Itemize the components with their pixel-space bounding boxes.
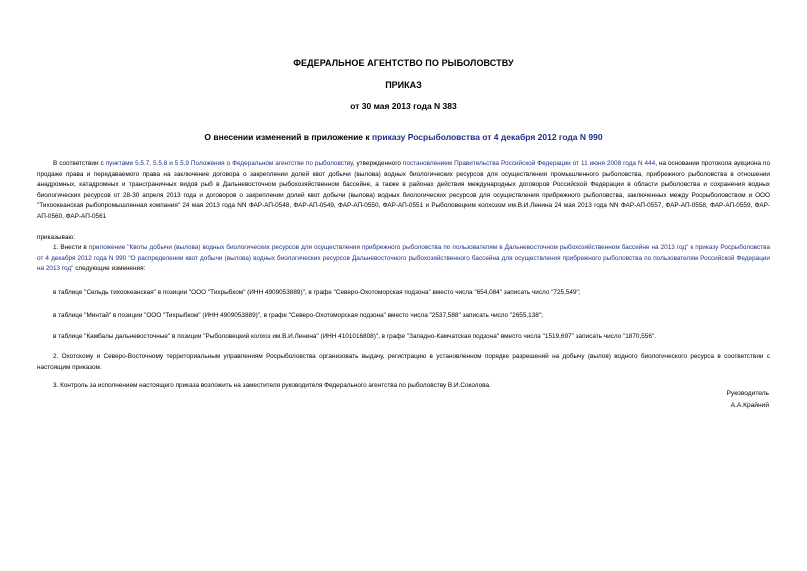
date-number-heading: от 30 мая 2013 года N 383 [350, 101, 457, 111]
change-item: в таблице "Сельдь тихоокеанская" в позиции "ООО "Тихрыбком" (ИНН 4909053889)", в графе "Северо-Охотоморская подзона" вместо числа "654,084" записать число "725,549"; [53, 289, 581, 296]
signature-name: А.А.Крайний [730, 402, 769, 409]
government-decree-link[interactable]: постановлением Правительства Российской Федерации от 11 июня 2008 года N 444 [402, 160, 656, 167]
title-prefix: О внесении изменений в приложение к [204, 132, 373, 142]
item-1-text-1: 1. Внести в [53, 244, 89, 251]
document-title [0, 132, 807, 142]
item-2-paragraph: 2. Охотскому и Северо-Восточному территориальным управлениям Росрыболовства организовать выдачу, регистрацию в установленном порядке разрешений на добычу (вылов) водного биологического ресурса в соответствии с настоящим приказом. [37, 353, 770, 371]
title-link[interactable]: приказу Росрыболовства от 4 декабря 2012 года N 990 [372, 132, 603, 142]
preamble-text-1: В соответствии с [53, 160, 106, 167]
signature-position: Руководитель [726, 390, 769, 397]
order-word: приказываю: [37, 234, 75, 241]
appendix-link[interactable]: приложение "Квоты добычи (вылова) водных биологических ресурсов для осуществления прибрежного рыболовства по пользователям в Дальневосточном рыбохозяйственном бассейне на 2013 год" к приказу Росрыболовства от 4 декабря 2012 года N 990 "О распределении квот добычи (вылова) водных биологических ресурсов Дальневосточного рыбохозяйственного бассейна для осуществления прибрежного рыболовства по пользователям Российской Федерации на 2013 год" [37, 244, 771, 273]
item-1-text-2: следующие изменения: [73, 265, 146, 273]
regulation-link[interactable]: пунктами 5.5.7, 5.5.8 и 5.5.9 Положения о Федеральном агентстве по рыболовству [105, 160, 353, 167]
signature-block [727, 388, 769, 412]
preamble-text-2: , утвержденного [352, 160, 403, 167]
doc-type-heading: ПРИКАЗ [385, 80, 422, 90]
agency-heading: ФЕДЕРАЛЬНОЕ АГЕНТСТВО ПО РЫБОЛОВСТВУ [293, 58, 514, 68]
preamble-paragraph [37, 159, 770, 223]
preamble-text-3: , на основании протокола аукциона по продаже права и передаваемого права на заключение договора о закреплении долей квот добычи (вылова) водных биологических ресурсов для осуществления промышленного рыболовства, прибрежного рыболовства в отношении анадромных, катадромных и трансграничных видов рыб в Дальневосточном рыбохозяйственном бассейне, а также в районах действия международных договоров Российской Федерации в области рыболовства и сохранения водных биологических ресурсов от 28-30 апреля 2013 года и договоров о закреплении долей квот добычи (вылова) водных биологических ресурсов для осуществления прибрежного рыболовства, заключенных между Росрыболовством и ООО "Тихоокеанская рыбопромышленная компания" 24 мая 2013 года NN ФАР-АП-0548, ФАР-АП-0549, ФАР-АП-0550, ФАР-АП-0551 и Рыболовецким колхозом им.В.И.Ленина 24 мая 2013 года NN ФАР-АП-0557, ФАР-АП-0558, ФАР-АП-0559, ФАР-АП-0560, ФАР-АП-0561 [37, 160, 771, 220]
item-3-paragraph: 3. Контроль за исполнением настоящего приказа возложить на заместителя руководителя Федерального агентства по рыболовству В.И.Соколова. [53, 382, 491, 389]
change-item: в таблице "Минтай" в позиции "ООО "Тихрыбком" (ИНН 4909053889)", в графе "Северо-Охотоморская подзона" вместо числа "2537,588" записать число "2655,138"; [53, 312, 543, 319]
item-1-paragraph [37, 243, 770, 275]
change-item: в таблице "Камбалы дальневосточные" в позиции "Рыболовецкий колхоз им.В.И.Ленина" (ИНН 4101016808)", в графе "Западно-Камчатская подзона" вместо числа "1519,697" записать число "1870,556". [53, 333, 656, 340]
